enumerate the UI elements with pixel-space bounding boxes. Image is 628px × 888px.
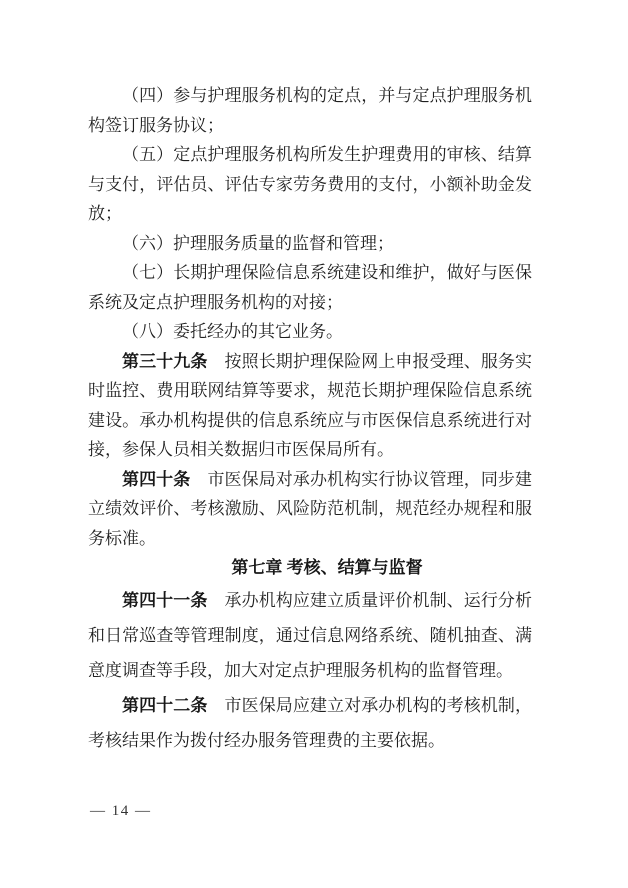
clause-item-6 (88, 229, 532, 259)
clause-text: （五）定点护理服务机构所发生护理费用的审核、结算与支付，评估员、评估专家劳务费用的支付，小额补助金发放； (88, 145, 532, 223)
article-number-label: 第三十九条 (122, 351, 208, 371)
article-text: 按照长期护理保险网上申报受理、服务实时监控、费用联网结算等要求，规范长期护理保险信息系统建设。承办机构提供的信息系统应与市医保信息系统进行对接，参保人员相关数据归市医保局所有。 (88, 351, 533, 459)
clause-item-8 (88, 317, 532, 347)
article-text: 市医保局应建立对承办机构的考核机制，考核结果作为拨付经办服务管理费的主要依据。 (88, 696, 533, 750)
article-number-label: 第四十一条 (122, 591, 208, 610)
article-39 (88, 347, 532, 465)
clause-text: （四）参与护理服务机构的定点，并与定点护理服务机构签订服务协议； (88, 86, 532, 135)
section-top (88, 81, 532, 553)
article-text: 市医保局对承办机构实行协议管理，同步建立绩效评价、考核激励、风险防范机制，规范经办规程和服务标准。 (88, 469, 533, 548)
article-text: 承办机构应建立质量评价机制、运行分析和日常巡查等管理制度，通过信息网络系统、随机抽查、满意度调查等手段，加大对定点护理服务机构的监督管理。 (88, 591, 533, 680)
article-41 (88, 583, 532, 688)
clause-text: （七）长期护理保险信息系统建设和维护，做好与医保系统及定点护理服务机构的对接； (88, 263, 532, 312)
clause-item-4 (88, 81, 532, 140)
article-number-label: 第四十条 (122, 469, 191, 489)
document-content (88, 81, 532, 758)
chapter-heading: 第七章 考核、结算与监督 (231, 558, 423, 577)
article-42 (88, 688, 532, 758)
article-40 (88, 465, 532, 554)
page-number: — 14 — (90, 803, 152, 819)
clause-text: （六）护理服务质量的监督和管理； (122, 233, 394, 253)
article-number-label: 第四十二条 (122, 696, 208, 715)
clause-text: （八）委托经办的其它业务。 (122, 322, 343, 341)
section-bottom (88, 583, 532, 758)
clause-item-7 (88, 258, 532, 317)
clause-item-5 (88, 140, 532, 229)
